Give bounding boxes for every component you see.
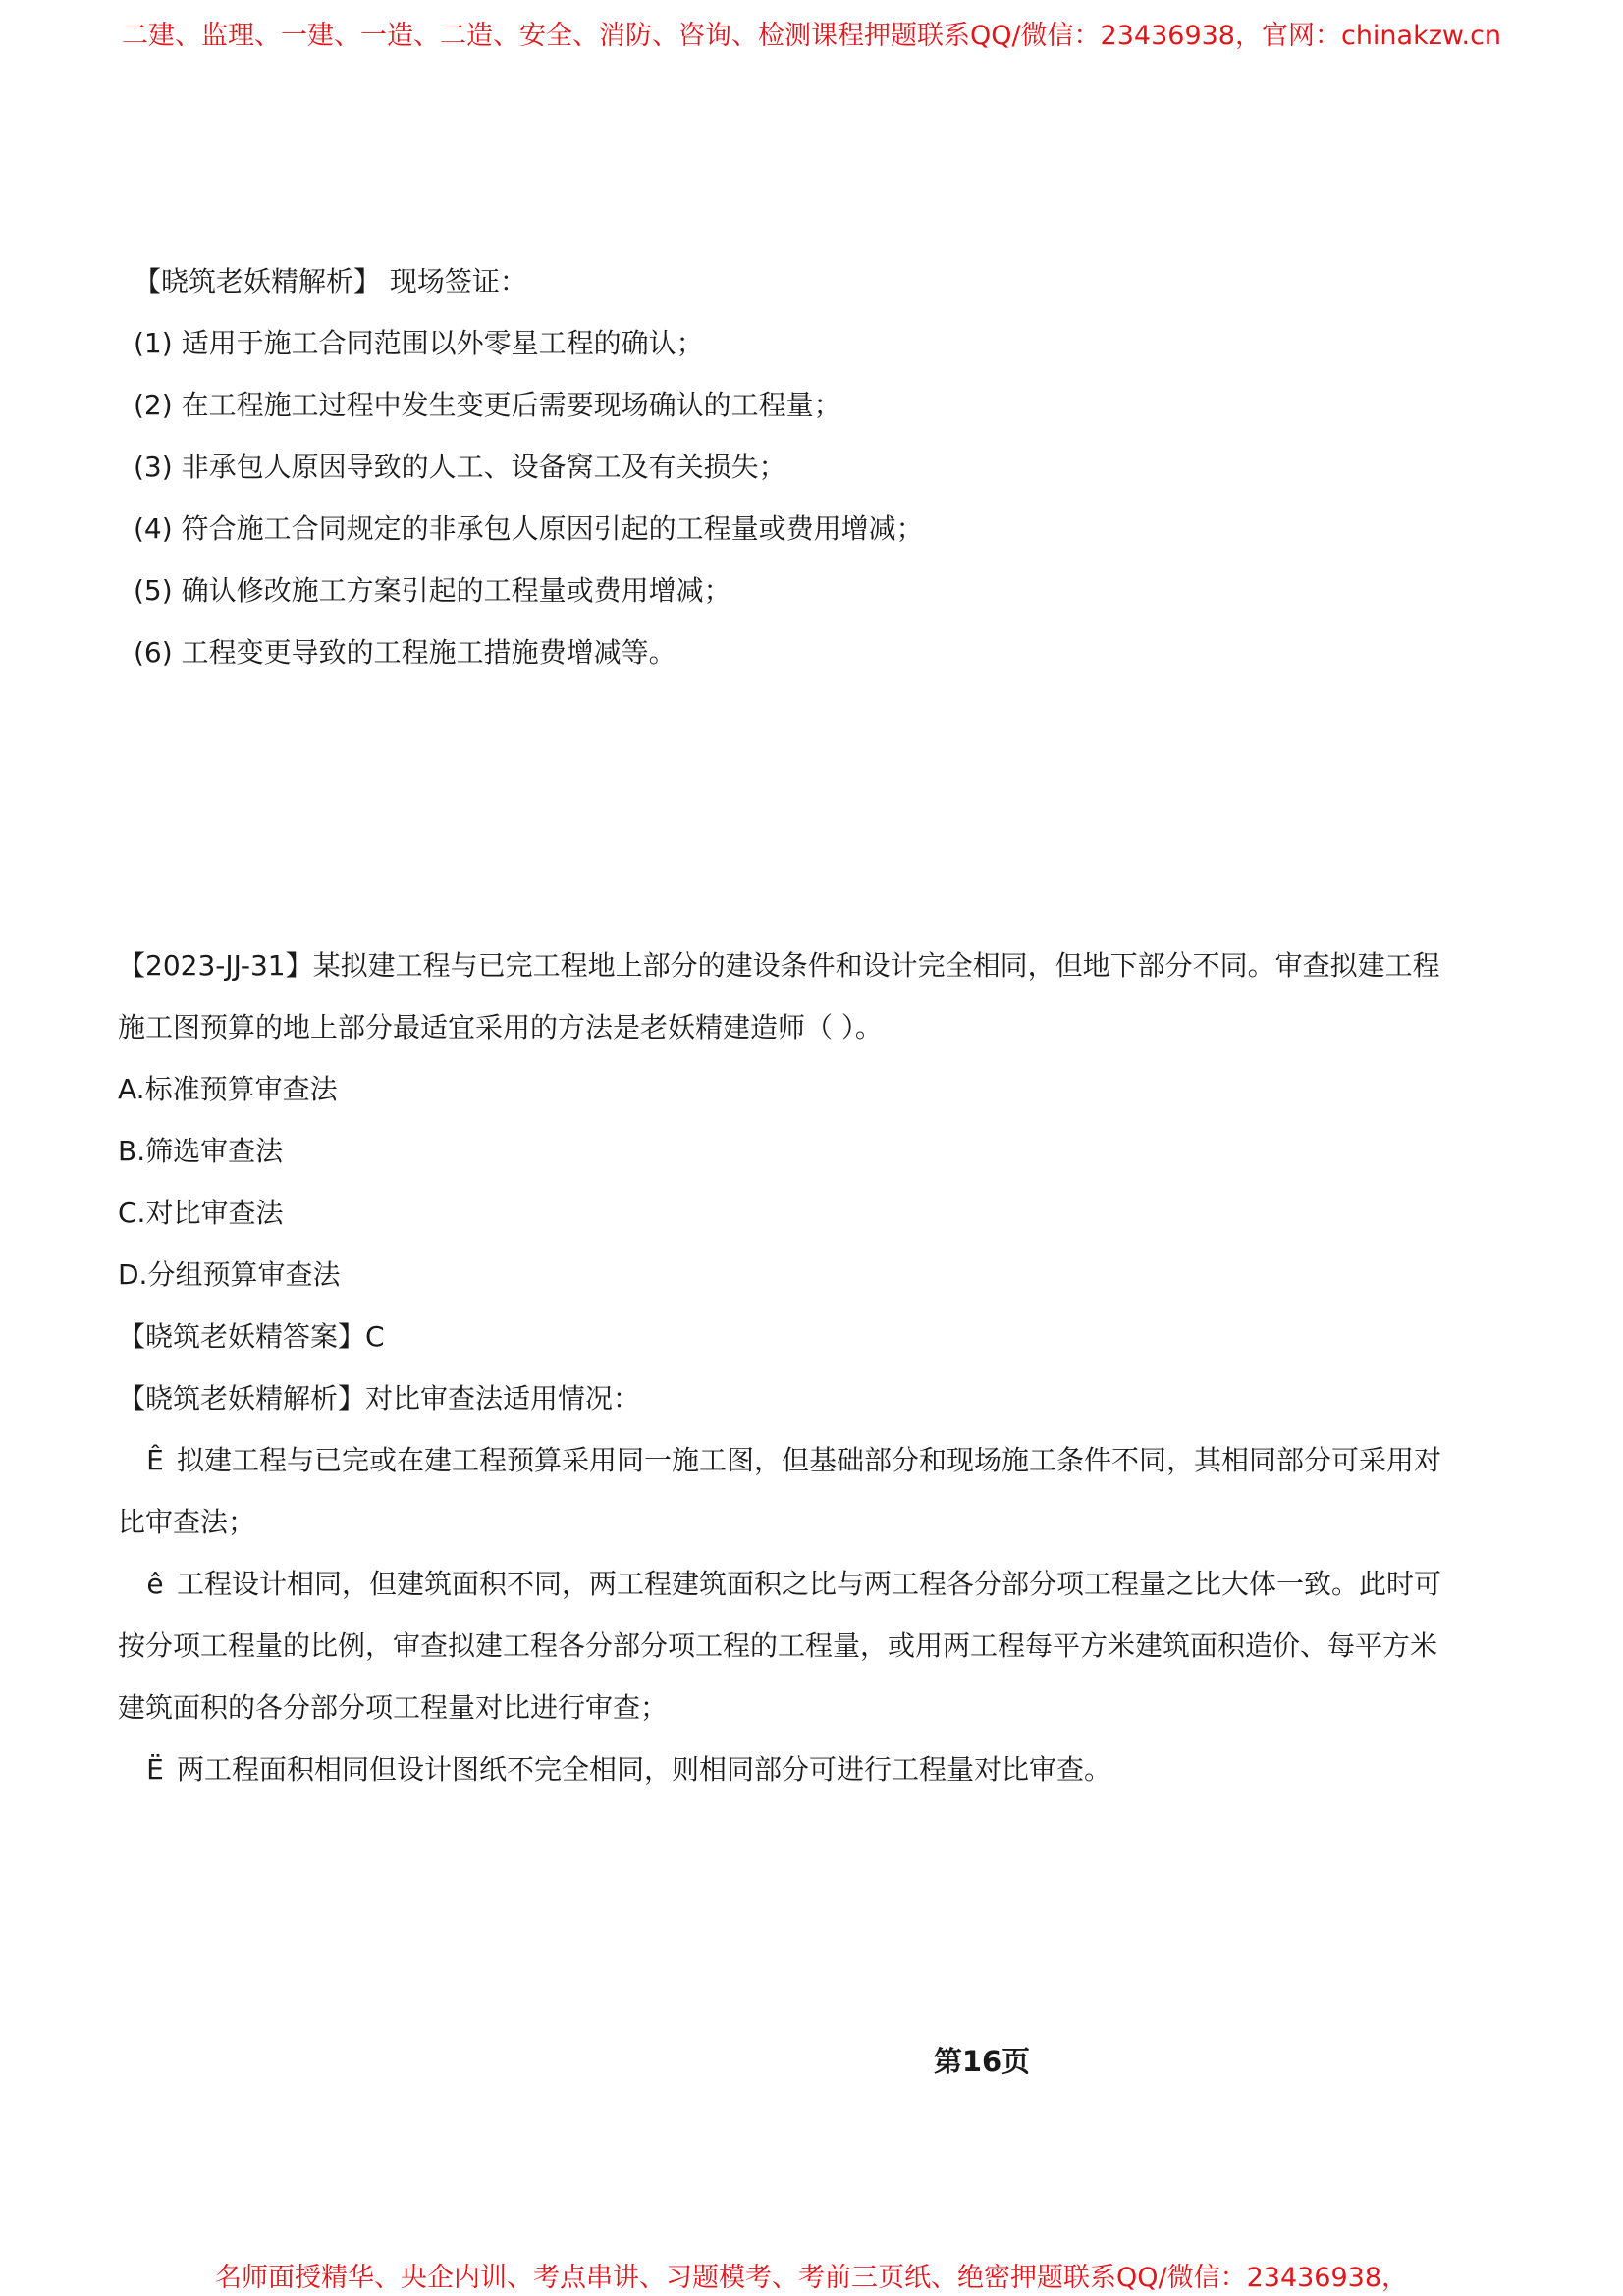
analysis-item	[118, 1429, 1502, 1491]
bullet-marker: Ê	[146, 1444, 164, 1476]
footer-banner: 名师面授精华、央企内训、考点串讲、习题模考、考前三页纸、绝密押题联系QQ/微信：23436938，	[214, 2263, 1409, 2293]
list-item: (3) 非承包人原因导致的人工、设备窝工及有关损失；	[134, 451, 786, 483]
analysis-item	[118, 1553, 1502, 1615]
list-item: (2) 在工程施工过程中发生变更后需要现场确认的工程量；	[134, 389, 841, 421]
site-visa-analysis	[118, 250, 1502, 683]
bullet-marker: ê	[146, 1568, 164, 1600]
bullet-marker: Ë	[146, 1753, 164, 1786]
option-d: D.分组预算审查法	[118, 1258, 341, 1291]
list-item: (5) 确认修改施工方案引起的工程量或费用增减；	[134, 574, 731, 607]
list-item: (6) 工程变更导致的工程施工措施费增减等。	[134, 636, 676, 668]
analysis-text: 两工程面积相同但设计图纸不完全相同，则相同部分可进行工程量对比审查。	[177, 1753, 1112, 1786]
analysis-text: 比审查法；	[118, 1506, 256, 1538]
question-block	[118, 934, 1502, 1800]
analysis-title: 【晓筑老妖精解析】 现场签证：	[134, 265, 527, 297]
analysis-text: 拟建工程与已完或在建工程预算采用同一施工图，但基础部分和现场施工条件不同，其相同部分可采用对	[177, 1444, 1442, 1476]
analysis-text: 工程设计相同，但建筑面积不同，两工程建筑面积之比与两工程各分部分项工程量之比大体一致。此时可	[177, 1568, 1442, 1600]
list-item: (1) 适用于施工合同范围以外零星工程的确认；	[134, 327, 704, 359]
analysis-item	[118, 1738, 1502, 1800]
answer-line: 【晓筑老妖精答案】C	[118, 1320, 385, 1353]
analysis-text: 按分项工程量的比例，审查拟建工程各分部分项工程的工程量，或用两工程每平方米建筑面积造价、每平方米	[118, 1629, 1438, 1662]
question-stem-line: 施工图预算的地上部分最适宜采用的方法是老妖精建造师（ ）。	[118, 1011, 883, 1043]
question-stem-line: 【2023-JJ-31】某拟建工程与已完工程地上部分的建设条件和设计完全相同，但地下部分不同。审查拟建工程	[118, 949, 1440, 982]
analysis-text: 建筑面积的各分部分项工程量对比进行审查；	[118, 1691, 669, 1724]
page-number: 第16页	[933, 2045, 1031, 2078]
list-item: (4) 符合施工合同规定的非承包人原因引起的工程量或费用增减；	[134, 512, 924, 545]
option-b: B.筛选审查法	[118, 1135, 284, 1167]
analysis-title: 【晓筑老妖精解析】对比审查法适用情况：	[118, 1382, 641, 1415]
option-c: C.对比审查法	[118, 1197, 284, 1229]
header-banner: 二建、监理、一建、一造、二造、安全、消防、咨询、检测课程押题联系QQ/微信：23436938，官网：chinakzw.cn	[121, 21, 1502, 51]
option-a: A.标准预算审查法	[118, 1073, 338, 1105]
